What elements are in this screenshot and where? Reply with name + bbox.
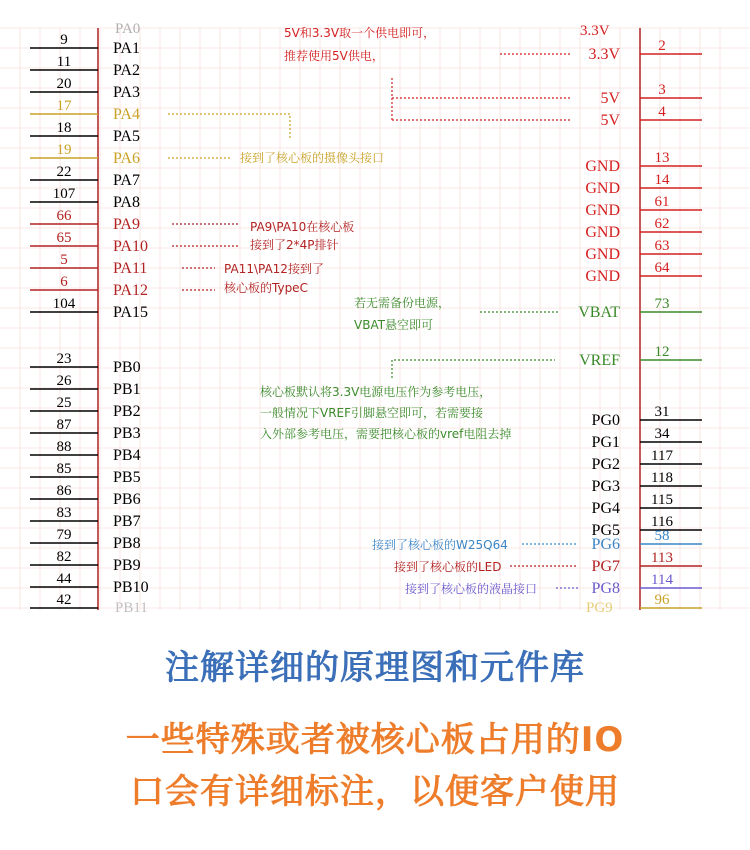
right-pin-number: 14 (654, 172, 670, 188)
note-vbat-line2: VBAT悬空即可 (354, 318, 434, 332)
right-pin-name: PG8 (591, 580, 620, 597)
left-pin-name: PA11 (113, 260, 148, 277)
left-pin-name: PA7 (113, 172, 140, 189)
cut-pin-name-bottom-left: PB11 (115, 600, 148, 612)
left-pin-number: 104 (52, 296, 76, 312)
right-pin-number: 113 (651, 550, 673, 566)
right-pin-number: 58 (654, 528, 670, 544)
right-pin-number: 3 (658, 82, 666, 98)
left-pin-number: 17 (56, 98, 72, 114)
right-pin-name: 5V (600, 90, 620, 107)
left-pin-name: PB2 (113, 403, 141, 420)
left-pin-number: 5 (60, 252, 68, 268)
leader-power-5v (392, 78, 570, 120)
right-pin-name: VBAT (578, 304, 620, 321)
left-pin-number: 107 (52, 186, 76, 202)
right-pin-number: 4 (658, 104, 666, 120)
left-pin-number: 66 (56, 208, 72, 224)
right-pin-name: PG5 (591, 522, 620, 539)
left-pin-name: PA15 (113, 304, 148, 321)
right-pin-number: 12 (654, 344, 670, 360)
left-pin-number: 26 (56, 373, 72, 389)
note-pg6: 接到了核心板的W25Q64 (372, 538, 508, 552)
left-pin-number: 79 (56, 527, 72, 543)
note-vref-line1: 核心板默认将3.3V电源电压作为参考电压， (260, 385, 492, 399)
right-pin-name: GND (585, 202, 620, 219)
note-pa11-line1: PA11\PA12接到了 (224, 262, 324, 276)
left-pin-name: PB8 (113, 535, 141, 552)
left-pin-name: PA6 (113, 150, 140, 167)
right-pin-number: 2 (658, 38, 666, 54)
right-pin-name: 5V (600, 112, 620, 129)
right-pin-name: PG7 (591, 558, 620, 575)
note-vref-line3: 入外部参考电压，需要把核心板的vref电阻去掉 (260, 427, 512, 441)
left-pin-name: PA2 (113, 62, 140, 79)
left-pin-name: PB10 (113, 579, 149, 596)
right-pin-name: GND (585, 224, 620, 241)
left-pin-number: 6 (60, 274, 68, 290)
leader-pa9-pa10 (172, 224, 240, 246)
right-pin-number: 114 (651, 572, 673, 588)
right-pin-number: 116 (651, 514, 673, 530)
left-pin-name: PA4 (113, 106, 140, 123)
caption-subtitle-line1: 一些特殊或者被核心板占用的IO (125, 720, 625, 760)
right-pin-number: 96 (654, 592, 670, 608)
note-vbat-line1: 若无需备份电源， (354, 296, 451, 310)
note-pa9-line2: 接到了2*4P排针 (250, 238, 339, 252)
left-pin-name: PB5 (113, 469, 141, 486)
leader-vref (392, 360, 555, 378)
right-pin-number: 61 (654, 194, 670, 210)
note-power-line1: 5V和3.3V取一个供电即可， (284, 26, 436, 40)
cut-pin-name-bottom-right: PG9 (586, 600, 613, 612)
left-pin-number: 85 (56, 461, 72, 477)
cut-pin-name-top-left: PA0 (115, 21, 141, 37)
left-pin-number: 20 (56, 76, 72, 92)
right-pin-number: 73 (654, 296, 670, 312)
left-pin-number: 42 (56, 592, 72, 608)
right-pin-name: VREF (579, 352, 620, 369)
note-pg8: 接到了核心板的液晶接口 (405, 582, 538, 596)
right-pin-number: 31 (654, 404, 670, 420)
right-pin-number: 62 (654, 216, 670, 232)
right-pin-name: PG6 (591, 536, 620, 553)
left-pin-number: 18 (56, 120, 72, 136)
right-pin-number: 117 (651, 448, 673, 464)
note-pa11-line2: 核心板的TypeC (224, 281, 308, 295)
right-pin-name: PG2 (591, 456, 620, 473)
right-pin-number: 115 (651, 492, 673, 508)
right-pin-name: PG1 (591, 434, 620, 451)
right-pin-name: GND (585, 158, 620, 175)
left-pin-number: 19 (56, 142, 72, 158)
right-pin-number: 63 (654, 238, 670, 254)
note-pa9-line1: PA9\PA10在核心板 (250, 220, 355, 234)
left-pin-name: PB9 (113, 557, 141, 574)
right-pin-name: 3.3V (588, 46, 620, 63)
right-pin-name: PG4 (591, 500, 620, 517)
note-camera: 接到了核心板的摄像头接口 (240, 151, 385, 165)
left-pin-name: PA3 (113, 84, 140, 101)
cut-pin-name-top-right: 3.3V (580, 23, 610, 39)
left-pin-number: 11 (56, 54, 72, 70)
right-pin-number: 64 (654, 260, 670, 276)
left-pin-number: 9 (60, 32, 68, 48)
right-pin-number: 34 (654, 426, 670, 442)
left-pin-number: 44 (56, 571, 72, 587)
left-pin-name: PB6 (113, 491, 141, 508)
right-pin-name: PG0 (591, 412, 620, 429)
left-pin-number: 86 (56, 483, 72, 499)
left-pin-name: PA1 (113, 40, 140, 57)
left-pin-name: PA8 (113, 194, 140, 211)
left-pin-number: 65 (56, 230, 72, 246)
left-pin-number: 25 (56, 395, 72, 411)
note-power-line2: 推荐使用5V供电， (284, 49, 384, 63)
left-pin-name: PB7 (113, 513, 141, 530)
left-pin-name: PA5 (113, 128, 140, 145)
caption-subtitle-line2: 口会有详细标注，以便客户使用 (130, 772, 620, 812)
left-pin-name: PB1 (113, 381, 141, 398)
note-vref-line2: 一般情况下VREF引脚悬空即可，若需要接 (260, 406, 484, 420)
left-pin-name: PB0 (113, 359, 141, 376)
left-pin-name: PA12 (113, 282, 148, 299)
left-pin-number: 83 (56, 505, 72, 521)
left-pin-number: 87 (56, 417, 72, 433)
right-pin-name: GND (585, 246, 620, 263)
left-pin-name: PA9 (113, 216, 140, 233)
left-pin-number: 23 (56, 351, 72, 367)
left-pin-name: PA10 (113, 238, 148, 255)
left-pin-number: 88 (56, 439, 72, 455)
right-pin-number: 118 (651, 470, 673, 486)
caption-title: 注解详细的原理图和元件库 (165, 648, 585, 688)
left-pin-column (30, 32, 149, 608)
left-pin-name: PB3 (113, 425, 141, 442)
left-pin-number: 82 (56, 549, 72, 565)
leader-pa11-pa12 (182, 268, 215, 290)
right-pin-name: GND (585, 268, 620, 285)
left-pin-number: 22 (56, 164, 72, 180)
right-pin-name: PG3 (591, 478, 620, 495)
note-pg7: 接到了核心板的LED (394, 560, 502, 574)
right-pin-name: GND (585, 180, 620, 197)
left-pin-name: PB4 (113, 447, 141, 464)
right-pin-number: 13 (654, 150, 670, 166)
